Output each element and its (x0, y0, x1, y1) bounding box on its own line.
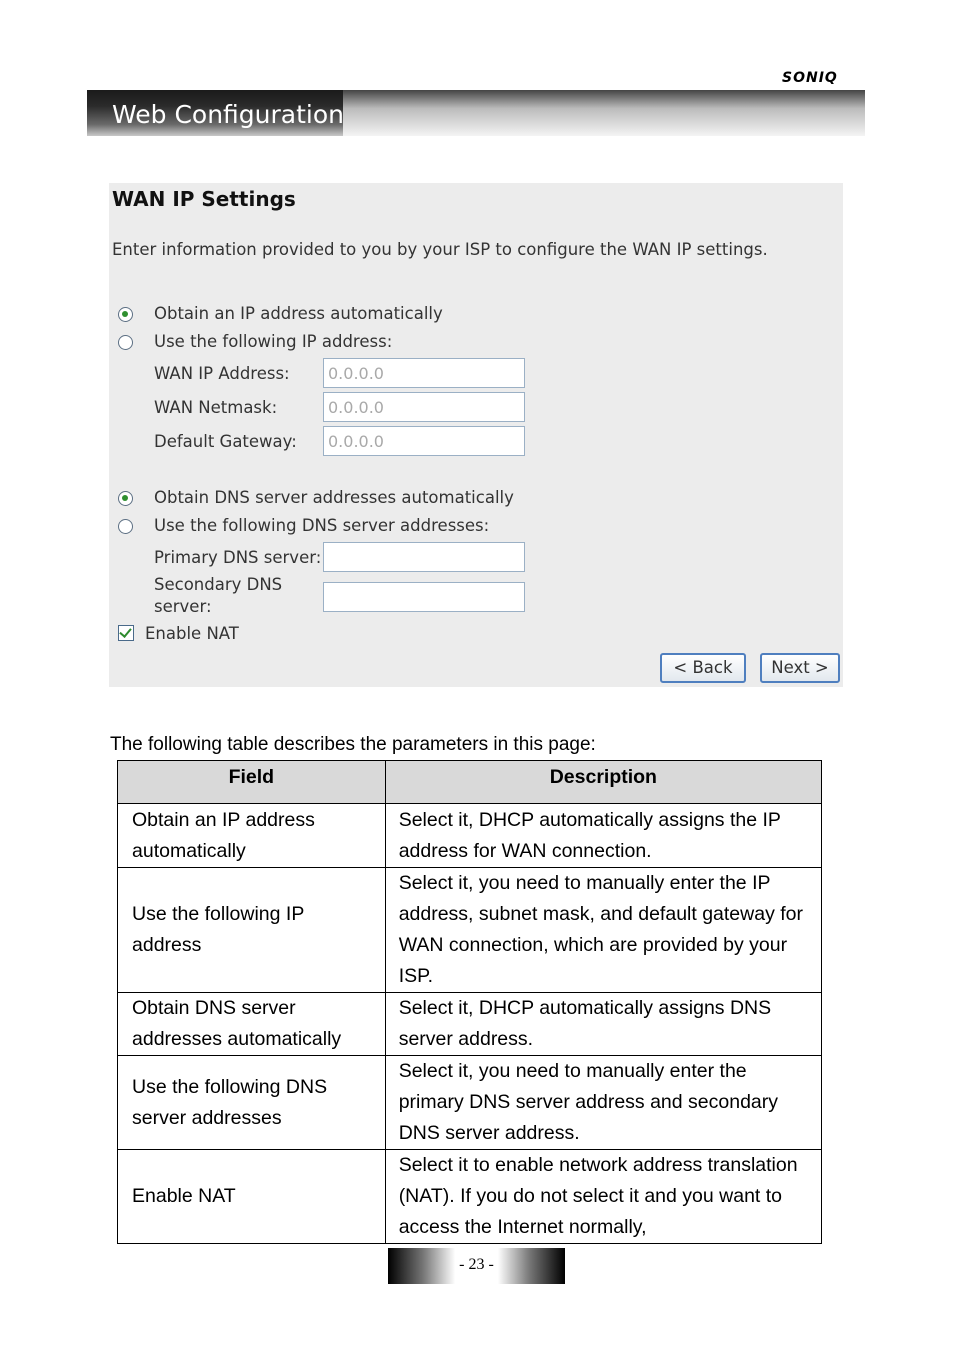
field-cell: Enable NAT (118, 1150, 386, 1244)
dns-manual-label: Use the following DNS server addresses: (154, 516, 490, 535)
page-number: - 23 - (459, 1256, 494, 1273)
checkmark-icon (119, 625, 131, 638)
dns-manual-radio[interactable] (118, 519, 133, 534)
panel-description: Enter information provided to you by your ISP to configure the WAN IP settings. (112, 240, 768, 259)
parameters-table (117, 760, 822, 1244)
brand-logo: SONIQ (782, 70, 838, 86)
ip-auto-label: Obtain an IP address automatically (154, 304, 443, 323)
secondary-dns-label: Secondary DNS server: (154, 575, 283, 616)
primary-dns-label: Primary DNS server: (154, 548, 322, 567)
field-column-header: Field (118, 761, 386, 804)
table-row (118, 1150, 822, 1244)
enable-nat-label: Enable NAT (145, 624, 239, 643)
section-title: Web Configuration (112, 100, 344, 129)
wan-ip-address-input[interactable]: 0.0.0.0 (323, 358, 525, 388)
ip-manual-radio[interactable] (118, 335, 133, 350)
description-cell: Select it to enable network address translation (NAT). If you do not select it and you want to access the Internet normally, (385, 1150, 821, 1244)
table-row (118, 993, 822, 1056)
secondary-dns-input[interactable] (323, 582, 525, 612)
table-row (118, 804, 822, 868)
default-gateway-input[interactable]: 0.0.0.0 (323, 426, 525, 456)
page-footer (388, 1248, 565, 1284)
table-row (118, 1056, 822, 1150)
wan-netmask-label: WAN Netmask: (154, 398, 278, 417)
enable-nat-checkbox[interactable] (118, 625, 134, 641)
table-header-row (118, 761, 822, 804)
description-cell: Select it, you need to manually enter the primary DNS server address and secondary DNS server address. (385, 1056, 821, 1150)
dns-auto-label: Obtain DNS server addresses automatically (154, 488, 514, 507)
next-button[interactable]: Next > (760, 653, 840, 683)
field-cell: Use the following IP address (118, 868, 386, 993)
primary-dns-input[interactable] (323, 542, 525, 572)
field-cell: Obtain an IP address automatically (118, 804, 386, 868)
default-gateway-label: Default Gateway: (154, 432, 297, 451)
description-cell: Select it, you need to manually enter the IP address, subnet mask, and default gateway for WAN connection, which are provided by your ISP. (385, 868, 821, 993)
description-cell: Select it, DHCP automatically assigns DNS server address. (385, 993, 821, 1056)
ip-auto-radio[interactable] (118, 307, 133, 322)
description-cell: Select it, DHCP automatically assigns the IP address for WAN connection. (385, 804, 821, 868)
wan-ip-address-label: WAN IP Address: (154, 364, 290, 383)
panel-title: WAN IP Settings (112, 187, 296, 211)
description-column-header: Description (385, 761, 821, 804)
field-cell: Use the following DNS server addresses (118, 1056, 386, 1150)
wan-ip-settings-panel (109, 183, 843, 687)
field-cell: Obtain DNS server addresses automatically (118, 993, 386, 1056)
back-button[interactable]: < Back (660, 653, 746, 683)
ip-manual-label: Use the following IP address: (154, 332, 393, 351)
table-row (118, 868, 822, 993)
wan-netmask-input[interactable]: 0.0.0.0 (323, 392, 525, 422)
dns-auto-radio[interactable] (118, 491, 133, 506)
intro-text: The following table describes the parameters in this page: (110, 734, 596, 755)
